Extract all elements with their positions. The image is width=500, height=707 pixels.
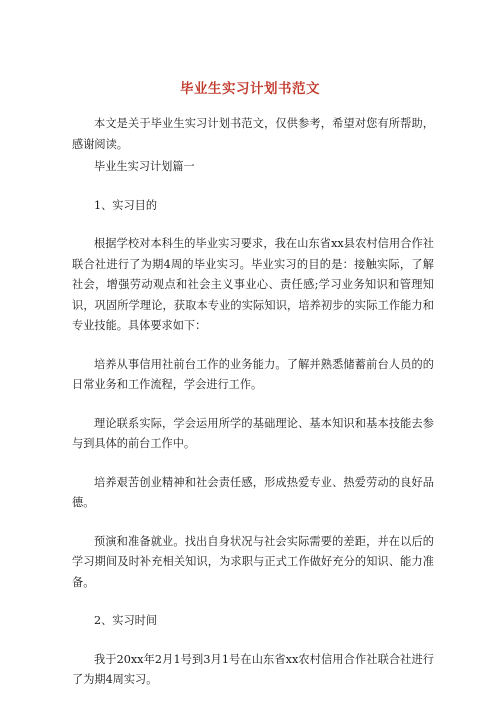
- document-title: 毕业生实习计划书范文: [180, 81, 320, 97]
- body-paragraph: 我于20xx年2月1号到3月1号在山东省xx农村信用合作社联合社进行了为期4周实习。: [72, 652, 434, 686]
- body-paragraph: 培养从事信用社前台工作的业务能力。了解并熟悉储蓄前台人员的的日常业务和工作流程，学会进行工作。: [72, 357, 434, 391]
- intro-paragraph: 本文是关于毕业生实习计划书范文，仅供参考，希望对您有所帮助，感谢阅读。: [72, 117, 434, 151]
- body-paragraph: 培养艰苦创业精神和社会责任感，形成热爱专业、热爱劳动的良好品德。: [72, 475, 434, 509]
- body-paragraph: 根据学校对本科生的毕业实习要求，我在山东省xx县农村信用合作社联合社进行了为期4周的毕业实习。毕业实习的目的是：接触实际，了解社会，增强劳动观点和社会主义事业心、责任感;学习业务知识和管理知识，巩固所学理论，获取本专业的实际知识，培养初步的实际工作能力和专业技能。具体要求如下：: [72, 237, 434, 332]
- document-body: [72, 114, 434, 691]
- body-paragraph: 理论联系实际，学会运用所学的基础理论、基本知识和基本技能去参与到具体的前台工作中。: [72, 416, 434, 450]
- section-heading: 毕业生实习计划篇一: [94, 160, 195, 173]
- subsection-heading: 2、实习时间: [94, 614, 158, 627]
- subsection-heading: 1、实习目的: [94, 198, 158, 212]
- body-paragraph: 预演和准备就业。找出自身状况与社会实际需要的差距，并在以后的学习期间及时补充相关知识，为求职与正式工作做好充分的知识、能力准备。: [72, 534, 434, 589]
